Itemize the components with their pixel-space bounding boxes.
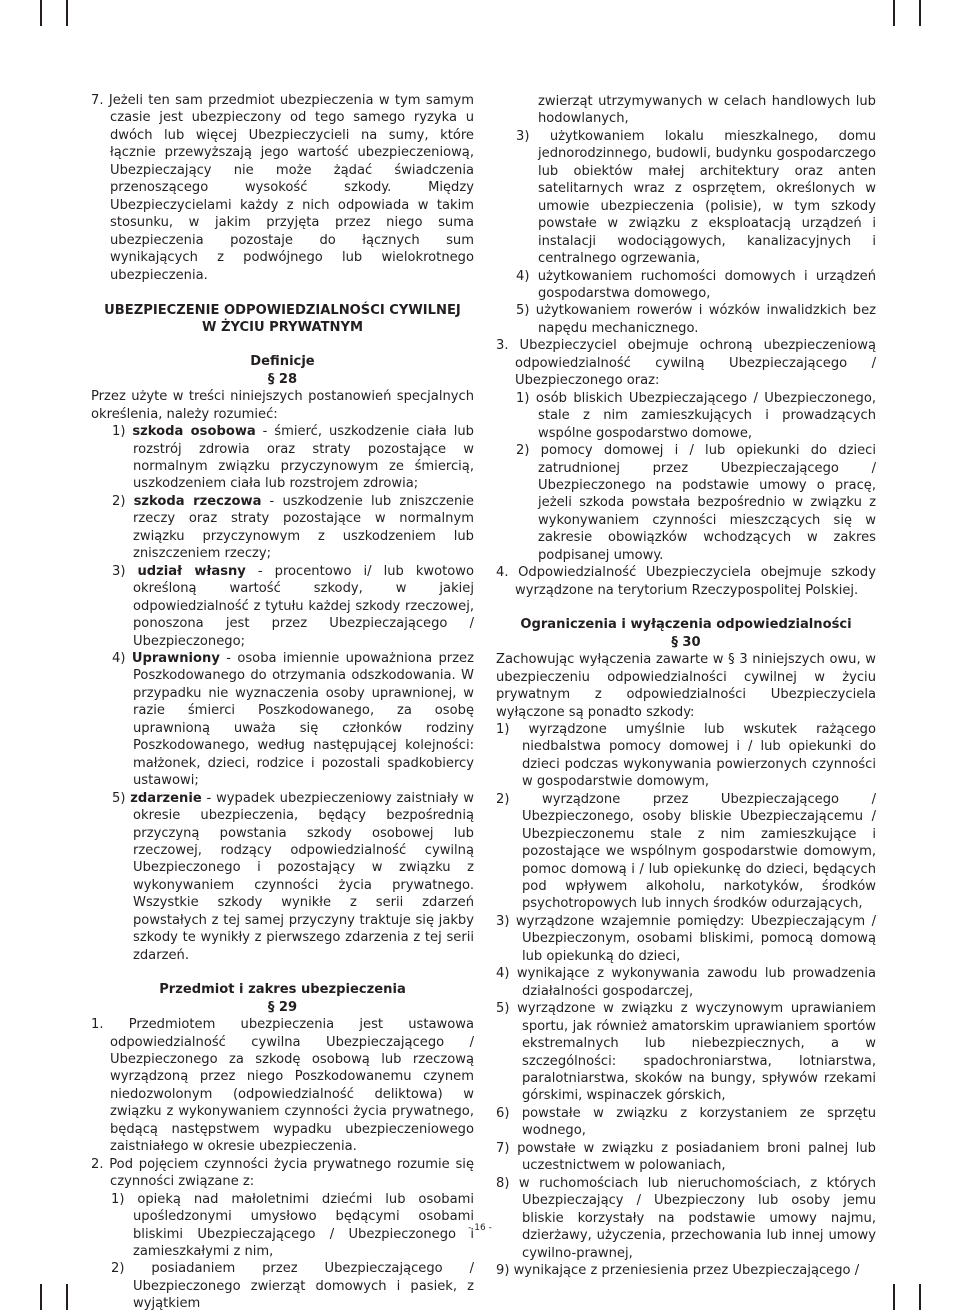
crop-mark-bottom-left-inner bbox=[66, 1284, 68, 1310]
definitions-intro: Przez użyte w treści niniejszych postanowień specjalnych określenia, należy rozumieć: bbox=[91, 389, 474, 422]
definition-item: 5) zdarzenie - wypadek ubezpieczeniowy zaistniały w okresie ubezpieczenia, będący bezpośrednią przyczyną powstania szkody osobowej lub rzeczowej, rodzący odpowiedzialność cywilną Ubezpieczonego i pozostający w związku z wykonywaniem czynności życia prywatnego. Wszystkie szkody wynikłe z serii zdarzeń powstałych z tej samej przyczyny traktuje się jakby szkody te wynikły z pierwszego zdarzenia z tej serii zdarzeń. bbox=[112, 790, 474, 963]
page-number: - 16 - bbox=[468, 1223, 492, 1233]
section-number-28: § 28 bbox=[267, 371, 298, 387]
exclusion-item: 7) powstałe w związku z posiadaniem broni palnej lub uczestnictwem w polowaniach, bbox=[496, 1140, 876, 1174]
list-item-continuation: zwierząt utrzymywanych w celach handlowych lub hodowlanych, bbox=[538, 94, 876, 127]
left-column bbox=[91, 92, 474, 1313]
list-item: 5) użytkowaniem rowerów i wózków inwalidzkich bez napędu mechanicznego. bbox=[516, 303, 876, 336]
section-number-30: § 30 bbox=[671, 634, 701, 650]
list-item: 4) użytkowaniem ruchomości domowych i urządzeń gospodarstwa domowego, bbox=[516, 268, 876, 301]
definition-item: 4) Uprawniony - osoba imiennie upoważniona przez Poszkodowanego do otrzymania odszkodowania. W przypadku nie wyznaczenia osoby uprawnionej, w razie śmierci Poszkodowanego, za osobę uprawnioną uważa się członków rodziny Poszkodowanego, według następującej kolejności: małżonek, dzieci, rodzice i pozostali spadkobiercy ustawowi; bbox=[112, 650, 474, 789]
definition-item: 3) udział własny - procentowo i/ lub kwotowo określoną wartość szkody, w jakiej odpowiedzialność z tytułu każdej szkody rzeczowej, ponoszona jest przez Ubezpieczającego / Ubezpieczonego; bbox=[112, 563, 475, 649]
crop-mark-top-right-outer bbox=[919, 0, 921, 26]
section-heading-line2: W ŻYCIU PRYWATNYM bbox=[202, 319, 363, 335]
exclusion-item: 5) wyrządzone w związku z wyczynowym uprawianiem sportu, jak również amatorskim uprawianiem sportów ekstremalnych lub niebezpiecznych, a w szczególności: spadochroniarstwa, lotniarstwa, paralotniarstwa, skoków na bungy, spływów rzekami górskimi, wspinaczek górskich, bbox=[496, 1001, 876, 1104]
exclusion-item: 4) wynikające z wykonywania zawodu lub prowadzenia działalności gospodarczej, bbox=[496, 966, 876, 999]
section-number-29: § 29 bbox=[267, 999, 298, 1015]
paragraph-29-1: 1. Przedmiotem ubezpieczenia jest ustawowa odpowiedzialność cywilna Ubezpieczającego / Ubezpieczonego za szkodę osobową lub rzeczową wyrządzoną przez niego Poszkodowanemu czynem niedozwolonym (odpowiedzialność deliktowa) w związku z wykonywaniem czynności życia prywatnego, będącą następstwem wypadku ubezpieczeniowego zaistniałego w okresie ubezpieczenia. bbox=[91, 1017, 474, 1155]
crop-mark-bottom-right-inner bbox=[893, 1284, 895, 1310]
list-item: 2) posiadaniem przez Ubezpieczającego / Ubezpieczonego zwierząt domowych i pasiek, z wyjątkiem bbox=[111, 1261, 474, 1312]
crop-mark-top-left-inner bbox=[66, 0, 68, 26]
paragraph-29-2: 2. Pod pojęciem czynności życia prywatnego rozumie się czynności związane z: bbox=[91, 1156, 474, 1190]
exclusion-item: 2) wyrządzone przez Ubezpieczającego / Ubezpieczonego, osoby bliskie Ubezpieczającemu / Ubezpieczonemu stale z nim zamieszkujące i pozostające we wspólnym gospodarstwie domowym, pomoc domową i / lub opiekunkę do dzieci, będących pod wpływem alkoholu, narkotyków, środków psychotropowych lub innych środków odurzających, bbox=[496, 791, 876, 912]
list-item: 3) użytkowaniem lokalu mieszkalnego, domu jednorodzinnego, budowli, budynku gospodarczego lub obiektów małej architektury oraz anten satelitarnych wraz z osprzętem, określonych w umowie ubezpieczenia (polisie), w tym szkody powstałe w związku z eksploatacją urządzeń i instalacji wodociągowych, kanalizacyjnych i centralnego ogrzewania, bbox=[516, 128, 876, 267]
exclusion-item: 9) wynikające z przeniesienia przez Ubezpieczającego / bbox=[496, 1263, 860, 1278]
paragraph-7: 7. Jeżeli ten sam przedmiot ubezpieczenia w tym samym czasie jest ubezpieczony od tego samego ryzyka u dwóch lub więcej Ubezpieczycieli na sumy, które łącznie przewyższają jego wartość ubezpieczeniową, Ubezpieczający nie może żądać świadczenia przenoszącego wysokość szkody. Między Ubezpieczycielami każdy z nich odpowiada w takim stosunku, w jakim przyjęta przez niego suma ubezpieczenia pozostaje do łącznych sum wynikających z podwójnego lub wielokrotnego ubezpieczenia. bbox=[91, 93, 474, 283]
exclusion-item: 3) wyrządzone wzajemnie pomiędzy: Ubezpieczającym / Ubezpieczonym, osobami bliskimi, pomocą domową lub opiekunką do dzieci, bbox=[496, 913, 876, 964]
crop-mark-top-right-inner bbox=[893, 0, 895, 26]
paragraph-29-3: 3. Ubezpieczyciel obejmuje ochroną ubezpieczeniową odpowiedzialność cywilną Ubezpieczającego / Ubezpieczonego oraz: bbox=[496, 338, 876, 389]
crop-mark-bottom-right-outer bbox=[919, 1284, 921, 1310]
subheading-przedmiot: Przedmiot i zakres ubezpieczenia bbox=[159, 982, 406, 998]
section-heading-line1: UBEZPIECZENIE ODPOWIEDZIALNOŚCI CYWILNEJ bbox=[104, 302, 461, 318]
paragraph-29-4: 4. Odpowiedzialność Ubezpieczyciela obejmuje szkody wyrządzone na terytorium Rzeczypospolitej Polskiej. bbox=[496, 565, 876, 598]
exclusion-item: 1) wyrządzone umyślnie lub wskutek rażącego niedbalstwa pomocy domowej i / lub opiekunki do dzieci podczas wykonywania powierzonych czynności w gospodarstwie domowym, bbox=[496, 721, 876, 790]
list-item: 1) osób bliskich Ubezpieczającego / Ubezpieczonego, stale z nim zamieszkujących i prowadzących wspólne gospodarstwo domowe, bbox=[516, 390, 876, 441]
exclusion-item: 6) powstałe w związku z korzystaniem ze sprzętu wodnego, bbox=[496, 1105, 876, 1139]
subheading-definicje: Definicje bbox=[250, 354, 315, 370]
crop-mark-bottom-left-outer bbox=[40, 1284, 42, 1310]
list-item: 2) pomocy domowej i / lub opiekunki do dzieci zatrudnionej przez Ubezpieczającego / Ubezpieczonego na podstawie umowy o pracę, jeżeli szkoda powstała bezpośrednio w związku z wykonywaniem czynności mieszczących się w zakresie obowiązków wchodzących w zakres podpisanej umowy. bbox=[516, 443, 876, 563]
definition-item: 2) szkoda rzeczowa - uszkodzenie lub zniszczenie rzeczy oraz straty pozostające w normalnym związku przyczynowym z uszkodzeniem lub zniszczeniem rzeczy; bbox=[112, 493, 474, 562]
exclusion-item: 8) w ruchomościach lub nieruchomościach, z których Ubezpieczający / Ubezpieczony lub osoby jemu bliskie korzystały na podstawie umowy najmu, dzierżawy, użyczenia, przechowania lub innej umowy cywilno-prawnej, bbox=[496, 1175, 876, 1261]
definition-item: 1) szkoda osobowa - śmierć, uszkodzenie ciała lub rozstrój zdrowia oraz straty pozostające w normalnym związku przyczynowym ze śmiercią, uszkodzeniem ciała lub rozstrojem zdrowia; bbox=[112, 424, 474, 492]
exclusions-intro: Zachowując wyłączenia zawarte w § 3 niniejszych owu, w ubezpieczeniu odpowiedzialności cywilnej w życiu prywatnym z odpowiedzialności Ubezpieczyciela wyłączone są ponadto szkody: bbox=[496, 652, 876, 720]
right-column bbox=[496, 93, 876, 1279]
crop-mark-top-left-outer bbox=[40, 0, 42, 26]
subheading-ograniczenia: Ograniczenia i wyłączenia odpowiedzialności bbox=[520, 617, 852, 633]
list-item: 1) opieką nad małoletnimi dziećmi lub osobami upośledzonymi umysłowo będącymi osobami bliskimi Ubezpieczającego / Ubezpieczonego i zamieszkałymi z nim, bbox=[111, 1191, 474, 1260]
